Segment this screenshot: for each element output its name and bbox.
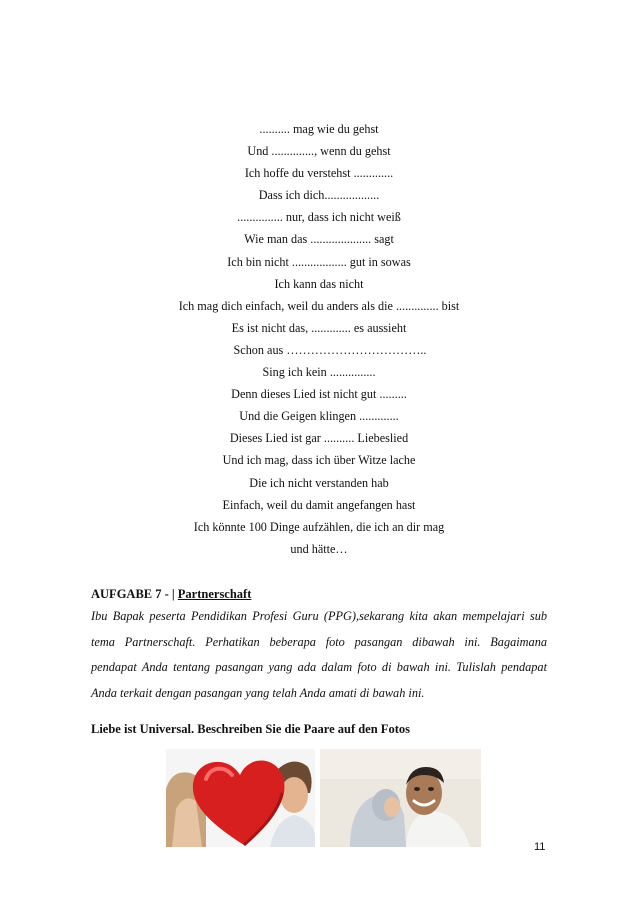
lyric-line: Ich könnte 100 Dinge aufzählen, die ich an dir mag (193, 519, 445, 534)
instruction-line: tema Partnerschaft. Perhatikan beberapa foto pasangan dibawah ini. Bagaimana (91, 634, 547, 649)
lyric-line: Ich hoffe du verstehst ............. (244, 166, 394, 181)
task-heading (91, 587, 251, 602)
instruction-line: Ibu Bapak peserta Pendidikan Profesi Guru (PPG),sekarang kita akan mempelajari sub (91, 609, 547, 623)
lyric-line: Die ich nicht verstanden hab (249, 475, 389, 490)
lyric-line: Ich kann das nicht (274, 276, 364, 291)
lyric-line: Schon aus …………………………….. (233, 342, 427, 357)
lyric-line: Einfach, weil du damit angefangen hast (222, 497, 416, 512)
lyric-line: Und ich mag, dass ich über Witze lache (222, 453, 416, 468)
instruction-line: Anda terkait dengan pasangan yang telah Anda amati di bawah ini. (91, 685, 425, 700)
instruction-line: pendapat Anda tentang pasangan yang ada dalam foto di bawah ini. Tulislah pendapat (91, 660, 547, 674)
lyric-line: Dass ich dich.................. (258, 188, 380, 203)
couple-hijab-photo (320, 749, 481, 847)
photo-task-heading: Liebe ist Universal. Beschreiben Sie die Paare auf den Fotos (91, 722, 410, 736)
lyric-line: Ich bin nicht .................. gut in sowas (227, 254, 411, 269)
lyric-line: ............... nur, dass ich nicht weiß (237, 210, 401, 225)
page-number: 11 (534, 841, 546, 853)
lyric-line: und hätte… (290, 541, 348, 556)
lyric-line: .......... mag wie du gehst (259, 122, 379, 136)
lyric-line: Denn dieses Lied ist nicht gut ......... (231, 387, 407, 402)
lyric-line: Und die Geigen klingen ............. (239, 409, 399, 424)
lyric-line: Es ist nicht das, ............. es aussieht (231, 320, 407, 335)
task-label: AUFGABE 7 - (91, 587, 169, 601)
song-lyrics (0, 118, 638, 560)
lyric-line: Ich mag dich einfach, weil du anders als die .............. bist (178, 298, 460, 313)
lyric-line: Dieses Lied ist gar .......... Liebeslied (229, 431, 409, 446)
task-separator: | (171, 587, 175, 601)
couple-heart-photo (166, 749, 315, 847)
lyric-line: Und .............., wenn du gehst (247, 144, 391, 159)
lyric-line: Sing ich kein ............... (262, 365, 376, 380)
lyric-line: Wie man das .................... sagt (244, 232, 394, 247)
partnerschaft-link[interactable]: Partnerschaft (177, 587, 252, 601)
task-instructions (91, 604, 547, 706)
